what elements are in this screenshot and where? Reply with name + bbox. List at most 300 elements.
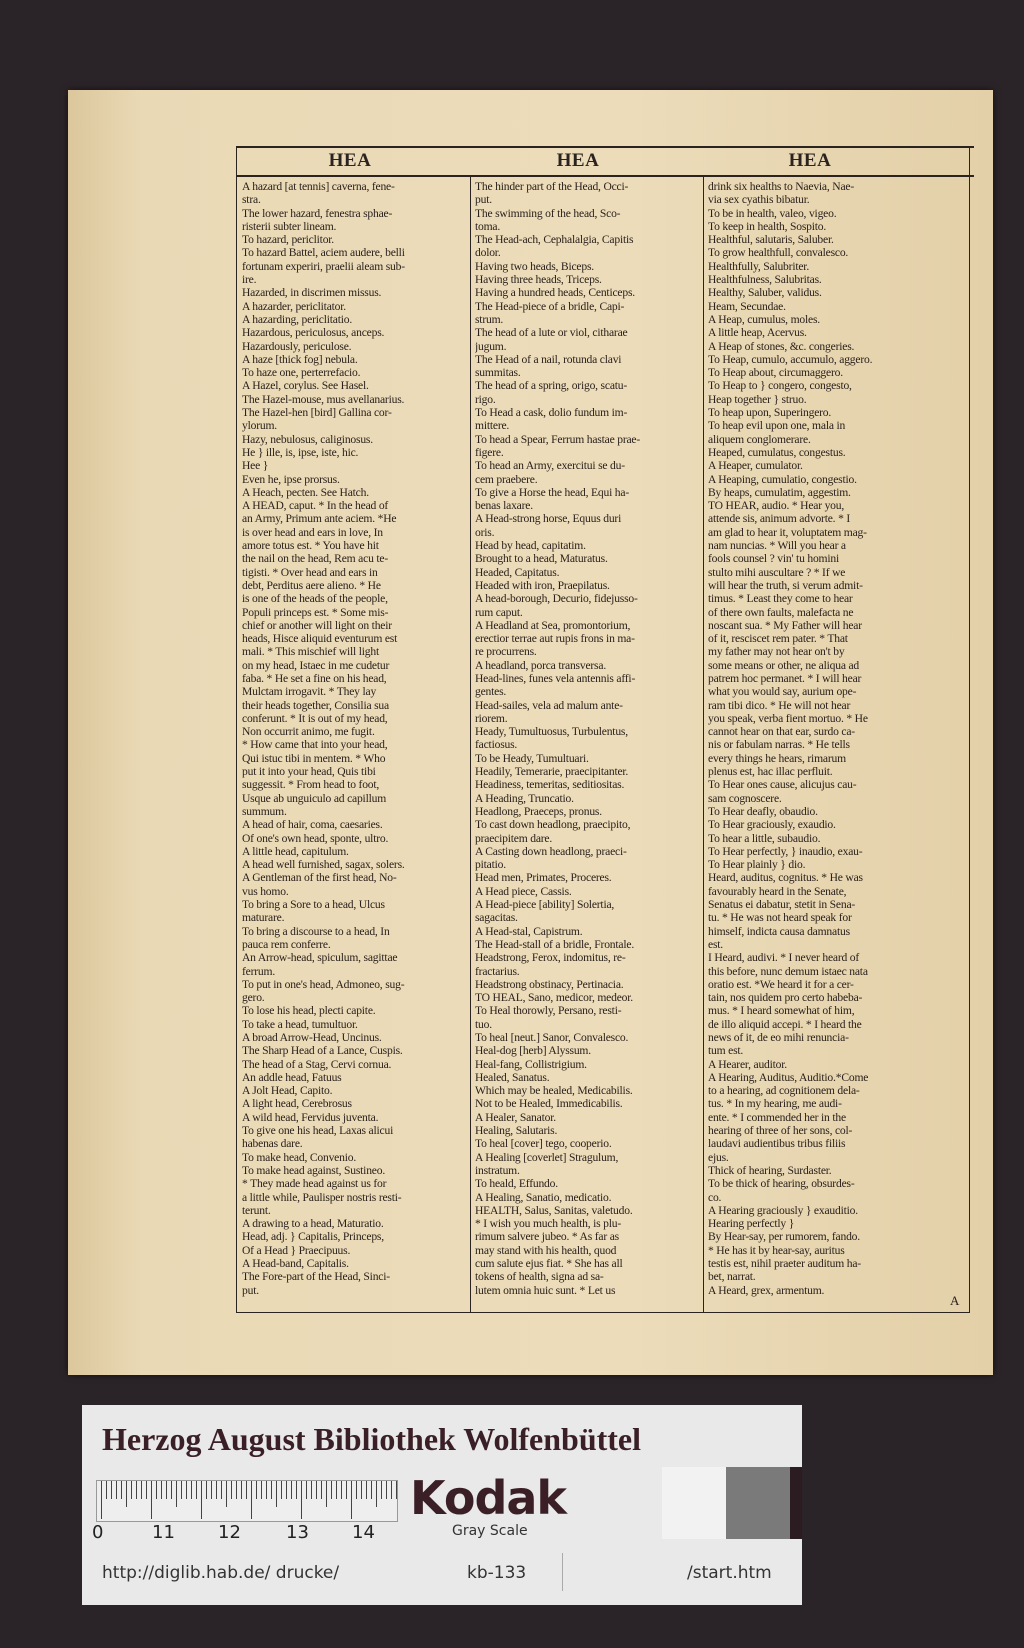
entry-line: benas laxare. — [475, 499, 533, 513]
entry-line: timus. * Least they come to hear — [708, 592, 853, 606]
entry-line: A hazarding, periclitatio. — [242, 312, 353, 326]
ruler-tick — [341, 1481, 342, 1499]
ruler-tick — [391, 1481, 392, 1499]
ruler-number: 12 — [218, 1522, 241, 1543]
entry-line: A HEAD, caput. * In the head of — [242, 499, 389, 513]
entry-line: A hazard [at tennis] caverna, fene- — [242, 180, 395, 193]
entry-line: put. — [475, 193, 492, 207]
entry-line: By Hear-say, per rumorem, fando. — [708, 1230, 860, 1244]
dictionary-column-1 — [242, 180, 468, 1297]
library-color-card — [82, 1405, 802, 1605]
ruler-tick — [361, 1481, 362, 1499]
entry-line: A Heap, cumulus, moles. — [708, 312, 820, 326]
entry-line: Hee } — [242, 459, 269, 473]
ruler-tick — [351, 1481, 352, 1519]
entry-line: summum. — [242, 804, 287, 818]
entry-line: drink six healths to Naevia, Nae- — [708, 180, 855, 193]
ruler-tick — [131, 1481, 132, 1499]
entry-line: riorem. — [475, 711, 508, 725]
entry-line: a little while, Paulisper nostris resti- — [242, 1190, 402, 1204]
entry-line: To Hear plainly } dio. — [708, 858, 806, 872]
entry-line: tus. * In my hearing, me audi- — [708, 1097, 842, 1111]
entry-line: sagacitas. — [475, 911, 518, 925]
entry-line: amore totus est. * You have hit — [242, 539, 379, 553]
entry-line: A Head-stal, Capistrum. — [475, 924, 583, 938]
entry-line: To Hear deafly, obaudio. — [708, 804, 818, 818]
entry-line: The swimming of the head, Sco- — [475, 206, 621, 220]
entry-line: Healthfulness, Salubritas. — [708, 273, 822, 287]
entry-line: A little head, capitulum. — [242, 844, 349, 858]
entry-line: The Head-stall of a bridle, Frontale. — [475, 937, 635, 951]
entry-line: ylorum. — [242, 419, 277, 433]
entry-line: A Heach, pecten. See Hatch. — [242, 485, 369, 499]
entry-line: Of one's own head, sponte, ultro. — [242, 831, 389, 845]
ruler — [96, 1480, 398, 1522]
entry-line: is one of the heads of the people, — [242, 592, 388, 606]
entry-line: ram tibi dico. * He will not hear — [708, 698, 851, 712]
entry-line: Head-sailes, vela ad malum ante- — [475, 698, 623, 712]
ruler-tick — [366, 1481, 367, 1499]
entry-line: what you would say, aurium ope- — [708, 685, 857, 699]
entry-line: To hazard Battel, aciem audere, belli — [242, 246, 405, 260]
entry-line: Heap together } struo. — [708, 392, 807, 406]
entry-line: A Hearing, Auditus, Auditio.*Come — [708, 1070, 869, 1084]
ruler-tick — [371, 1481, 372, 1499]
entry-line: A Heading, Truncatio. — [475, 791, 574, 805]
entry-line: dolor. — [475, 246, 501, 260]
entry-line: * How came that into your head, — [242, 738, 388, 752]
ruler-tick — [136, 1481, 137, 1499]
entry-line: To Head a cask, dolio fundum im- — [475, 406, 628, 420]
entry-line: To be thick of hearing, obsurdes- — [708, 1177, 855, 1191]
ruler-tick — [126, 1481, 127, 1507]
entry-line: stulto mihi auscultare ? * If we — [708, 565, 846, 579]
entry-line: Mulctam irrogavit. * They lay — [242, 685, 377, 699]
entry-line: put. — [242, 1283, 259, 1297]
ruler-tick — [176, 1481, 177, 1507]
entry-line: Of a Head } Praecipuus. — [242, 1243, 351, 1257]
entry-line: A broad Arrow-Head, Uncinus. — [242, 1031, 382, 1044]
entry-line: A Heard, grex, armentum. — [708, 1283, 825, 1297]
entry-line: The Hazel-mouse, mus avellanarius. — [242, 392, 405, 406]
entry-line: gero. — [242, 991, 265, 1005]
ruler-tick — [236, 1481, 237, 1499]
entry-line: Hazardously, periculose. — [242, 339, 352, 353]
ruler-tick — [191, 1481, 192, 1499]
entry-line: To bring a Sore to a head, Ulcus — [242, 898, 385, 912]
entry-line: A little heap, Acervus. — [708, 326, 807, 340]
entry-line: this before, nunc demum istaec nata — [708, 964, 868, 978]
entry-line: To bring a discourse to a head, In — [242, 924, 390, 938]
entry-line: TO HEAR, audio. * Hear you, — [708, 499, 845, 513]
entry-line: Heal-fang, Collistrigium. — [475, 1057, 587, 1071]
ruler-tick — [226, 1481, 227, 1507]
dictionary-column-2 — [475, 180, 701, 1297]
ruler-tick — [181, 1481, 182, 1499]
ruler-tick — [251, 1481, 252, 1519]
entry-line: To Hear perfectly, } inaudio, exau- — [708, 844, 863, 858]
entry-line: * He has it by hear-say, auritus — [708, 1243, 845, 1257]
entry-line: via sex cyathis bibatur. — [708, 193, 810, 207]
running-header-right: HEA — [788, 150, 832, 171]
entry-line: A head-borough, Decurio, fidejusso- — [475, 592, 638, 606]
ruler-number: 14 — [352, 1522, 375, 1543]
entry-line: Thick of hearing, Surdaster. — [708, 1163, 832, 1177]
entry-line: To lose his head, plecti capite. — [242, 1004, 376, 1018]
ruler-tick — [301, 1481, 302, 1519]
entry-line: A Heaper, cumulator. — [708, 459, 803, 473]
entry-line: A Healing [coverlet] Stragulum, — [475, 1150, 619, 1164]
entry-line: Head, adj. } Capitalis, Princeps, — [242, 1230, 384, 1244]
entry-line: laudavi audientibus tribus filiis — [708, 1137, 846, 1151]
ruler-tick — [116, 1481, 117, 1499]
entry-line: put it into your head, Quis tibi — [242, 765, 376, 779]
ruler-tick — [271, 1481, 272, 1499]
kodak-logo: Kodak — [410, 1471, 566, 1525]
entry-line: The Sharp Head of a Lance, Cuspis. — [242, 1044, 403, 1058]
entry-line: Hazy, nebulosus, caliginosus. — [242, 432, 373, 446]
entry-line: est. — [708, 937, 723, 951]
entry-line: To make head, Convenio. — [242, 1150, 357, 1164]
entry-line: To hazard, periclitor. — [242, 233, 335, 247]
entry-line: Head by head, capitatim. — [475, 539, 586, 553]
entry-line: A drawing to a head, Maturatio. — [242, 1217, 384, 1231]
entry-line: summitas. — [475, 366, 521, 380]
entry-line: conferunt. * It is out of my head, — [242, 711, 388, 725]
entry-line: A Healing, Sanatio, medicatio. — [475, 1190, 612, 1204]
ruler-tick — [266, 1481, 267, 1499]
entry-line: cum salute ejus fiat. * She has all — [475, 1257, 623, 1271]
entry-line: of there own faults, malefacta ne — [708, 605, 854, 619]
entry-line: Headlong, Praeceps, pronus. — [475, 804, 602, 818]
entry-line: A headland, porca transversa. — [475, 658, 607, 672]
entry-line: Heal-dog [herb] Alyssum. — [475, 1044, 591, 1058]
entry-line: A wild head, Fervidus juventa. — [242, 1110, 379, 1124]
entry-line: Brought to a head, Maturatus. — [475, 552, 608, 566]
entry-line: By heaps, cumulatim, aggestim. — [708, 485, 851, 499]
entry-line: Heard, auditus, cognitus. * He was — [708, 871, 863, 885]
entry-line: heads, Hisce aliquid eventurum est — [242, 632, 398, 646]
entry-line: An Arrow-head, spiculum, sagittae — [242, 951, 398, 965]
entry-line: factiosus. — [475, 738, 518, 752]
entry-line: To hear a little, subaudio. — [708, 831, 821, 845]
ruler-tick — [121, 1481, 122, 1499]
entry-line: To grow healthfull, convalesco. — [708, 246, 849, 260]
entry-line: Healed, Sanatus. — [475, 1070, 550, 1084]
entry-line: A Healer, Sanator. — [475, 1110, 556, 1124]
entry-line: their heads together, Consilia sua — [242, 698, 389, 712]
entry-line: The Head-ach, Cephalalgia, Capitis — [475, 233, 634, 247]
running-header-left: HEA — [328, 150, 372, 171]
entry-line: tu. * He was not heard speak for — [708, 911, 852, 925]
entry-line: A Hazel, corylus. See Hasel. — [242, 379, 369, 393]
entry-line: jugum. — [475, 339, 507, 353]
entry-line: A haze [thick fog] nebula. — [242, 352, 358, 366]
entry-line: rigo. — [475, 392, 496, 406]
entry-line: the nail on the head, Rem acu te- — [242, 552, 388, 566]
entry-line: fools counsel ? vin' tu homini — [708, 552, 840, 566]
entry-line: some means or other, ne aliqua ad — [708, 658, 860, 672]
entry-line: The Head-piece of a bridle, Capi- — [475, 299, 625, 313]
ruler-tick — [316, 1481, 317, 1499]
ruler-tick — [106, 1481, 107, 1499]
ruler-tick — [196, 1481, 197, 1499]
entry-line: an Army, Primum ante aciem. *He — [242, 512, 397, 526]
entry-line: Hazardous, periculosus, anceps. — [242, 326, 385, 340]
entry-line: To take a head, tumultuor. — [242, 1017, 358, 1031]
entry-line: Populi princeps est. * Some mis- — [242, 605, 389, 619]
ruler-tick — [186, 1481, 187, 1499]
gray-swatch-white — [662, 1467, 726, 1539]
entry-line: pitatio. — [475, 858, 506, 872]
ruler-tick — [221, 1481, 222, 1499]
ruler-tick — [111, 1481, 112, 1499]
entry-line: To heal [cover] tego, cooperio. — [475, 1137, 612, 1151]
ruler-tick — [346, 1481, 347, 1499]
ruler-tick — [276, 1481, 277, 1507]
entry-line: Qui istuc tibi in mentem. * Who — [242, 751, 386, 765]
ruler-number: 13 — [286, 1522, 309, 1543]
entry-line: A Head-piece [ability] Solertia, — [475, 898, 615, 912]
ruler-tick — [206, 1481, 207, 1499]
entry-line: Not to be Healed, Immedicabilis. — [475, 1097, 623, 1111]
entry-line: Headstrong, Ferox, indomitus, re- — [475, 951, 626, 965]
ruler-tick — [326, 1481, 327, 1507]
catchword: A — [950, 1293, 960, 1308]
ruler-tick — [281, 1481, 282, 1499]
ruler-tick — [386, 1481, 387, 1499]
entry-line: Having two heads, Biceps. — [475, 259, 594, 273]
ruler-number: 11 — [152, 1522, 175, 1543]
entry-line: sam cognoscere. — [708, 791, 782, 805]
entry-line: HEALTH, Salus, Sanitas, valetudo. — [475, 1203, 633, 1217]
entry-line: Heam, Secundae. — [708, 299, 786, 313]
entry-line: hearing of three of her sons, col- — [708, 1124, 853, 1138]
entry-line: The hinder part of the Head, Occi- — [475, 180, 629, 193]
entry-line: re procurrens. — [475, 645, 537, 659]
ruler-tick — [376, 1481, 377, 1507]
entry-line: A Head-strong horse, Equus duri — [475, 512, 622, 526]
entry-line: will hear the truth, si verum admit- — [708, 578, 863, 592]
entry-line: praecipitem dare. — [475, 831, 553, 845]
entry-line: Hazarded, in discrimen missus. — [242, 286, 382, 300]
entry-line: de illo aliquid accepi. * I heard the — [708, 1017, 862, 1031]
ruler-tick — [356, 1481, 357, 1499]
entry-line: nam nuncias. * Will you hear a — [708, 539, 846, 553]
entry-line: To keep in health, Sospito. — [708, 219, 827, 233]
entry-line: A Headland at Sea, promontorium, — [475, 618, 631, 632]
entry-line: The Hazel-hen [bird] Gallina cor- — [242, 406, 392, 420]
entry-line: ente. * I commended her in the — [708, 1110, 846, 1124]
entry-line: A Head-band, Capitalis. — [242, 1257, 349, 1271]
library-title: Herzog August Bibliothek Wolfenbüttel — [102, 1421, 642, 1457]
entry-line: Healthy, Saluber, validus. — [708, 286, 822, 300]
entry-line: aliquem conglomerare. — [708, 432, 811, 446]
ruler-tick — [261, 1481, 262, 1499]
entry-line: chief or another will light on their — [242, 618, 392, 632]
entry-line: my father may not hear on't by — [708, 645, 845, 659]
gray-swatch-black — [790, 1467, 802, 1539]
entry-line: To heald, Effundo. — [475, 1177, 558, 1191]
entry-line: Healing, Salutaris. — [475, 1124, 558, 1138]
entry-line: rum caput. — [475, 605, 523, 619]
entry-line: The Head of a nail, rotunda clavi — [475, 352, 622, 366]
ruler-tick — [381, 1481, 382, 1499]
entry-line: An addle head, Fatuus — [242, 1070, 342, 1084]
entry-line: bet, narrat. — [708, 1270, 756, 1284]
entry-line: A Jolt Head, Capito. — [242, 1084, 333, 1098]
ruler-tick — [396, 1481, 397, 1499]
entry-line: favourably heard in the Senate, — [708, 884, 847, 898]
entry-line: plenus est, hac illac perfluit. — [708, 765, 833, 779]
entry-line: A Head piece, Cassis. — [475, 884, 572, 898]
entry-line: fractarius. — [475, 964, 520, 978]
ruler-tick — [156, 1481, 157, 1499]
entry-line: oris. — [475, 525, 495, 539]
entry-line: To heap evil upon one, mala in — [708, 419, 846, 433]
entry-line: every things he hears, rimarum — [708, 751, 846, 765]
ruler-tick — [141, 1481, 142, 1499]
entry-line: To haze one, perterrefacio. — [242, 366, 361, 380]
entry-line: mus. * I heard somewhat of him, — [708, 1004, 855, 1018]
entry-line: pauca rem conferre. — [242, 937, 331, 951]
ruler-tick — [231, 1481, 232, 1499]
entry-line: A Casting down headlong, praeci- — [475, 844, 627, 858]
entry-line: Headiness, temeritas, seditiositas. — [475, 778, 625, 792]
entry-line: The head of a lute or viol, citharae — [475, 326, 628, 340]
entry-line: To be Heady, Tumultuari. — [475, 751, 589, 765]
entry-line: you speak, verba fient mortuo. * He — [708, 711, 868, 725]
entry-line: To Heap, cumulo, accumulo, aggero. — [708, 352, 873, 366]
ruler-tick — [336, 1481, 337, 1499]
entry-line: Headily, Temerarie, praecipitanter. — [475, 765, 629, 779]
ruler-number: 0 — [92, 1522, 104, 1543]
entry-line: may stand with his health, quod — [475, 1243, 617, 1257]
entry-line: maturare. — [242, 911, 285, 925]
entry-line: Head-lines, funes vela antennis affi- — [475, 671, 636, 685]
running-header-center: HEA — [556, 150, 600, 171]
ruler-tick — [321, 1481, 322, 1499]
ruler-tick — [256, 1481, 257, 1499]
entry-line: faba. * He set a fine on his head, — [242, 671, 387, 685]
entry-line: To head an Army, exercitui se du- — [475, 459, 625, 473]
entry-line: ire. — [242, 273, 257, 287]
ruler-tick — [306, 1481, 307, 1499]
entry-line: fortunam experiri, praelii aleam sub- — [242, 259, 405, 273]
entry-line: on my head, Istaec in me cudetur — [242, 658, 390, 672]
entry-line: oratio est. *We heard it for a cer- — [708, 977, 854, 991]
entry-line: Head men, Primates, Proceres. — [475, 871, 612, 885]
column-divider — [703, 177, 704, 1312]
ruler-tick — [246, 1481, 247, 1499]
ruler-tick — [101, 1481, 102, 1519]
entry-line: mittere. — [475, 419, 510, 433]
ruler-tick — [211, 1481, 212, 1499]
entry-line: Headed, Capitatus. — [475, 565, 560, 579]
entry-line: He } ille, is, ipse, iste, hic. — [242, 445, 359, 459]
entry-line: debt, Perditus aere alieno. * He — [242, 578, 381, 592]
entry-line: news of it, de eo mihi renuncia- — [708, 1031, 849, 1044]
entry-line: toma. — [475, 219, 501, 233]
ruler-tick — [286, 1481, 287, 1499]
entry-line: The Fore-part of the Head, Sinci- — [242, 1270, 390, 1284]
entry-line: A hazarder, periclitator. — [242, 299, 346, 313]
entry-line: testis est, nihil praeter auditum ha- — [708, 1257, 861, 1271]
entry-line: To Hear ones cause, alicujus cau- — [708, 778, 857, 792]
entry-line: risterii subter lineam. — [242, 219, 337, 233]
entry-line: A Heap of stones, &c. congeries. — [708, 339, 855, 353]
entry-line: To heap upon, Superingero. — [708, 406, 832, 420]
entry-line: Having a hundred heads, Centiceps. — [475, 286, 635, 300]
entry-line: To put in one's head, Admoneo, sug- — [242, 977, 405, 991]
entry-line: cannot hear on that ear, surdo ca- — [708, 725, 855, 739]
entry-line: ejus. — [708, 1150, 729, 1164]
entry-line: habenas dare. — [242, 1137, 303, 1151]
entry-line: vus homo. — [242, 884, 289, 898]
entry-line: tain, nos quidem pro certo habeba- — [708, 991, 863, 1005]
entry-line: A head of hair, coma, caesaries. — [242, 818, 383, 832]
entry-line: The lower hazard, fenestra sphae- — [242, 206, 393, 220]
entry-line: rimum salvere jubeo. * As far as — [475, 1230, 619, 1244]
entry-line: gentes. — [475, 685, 507, 699]
entry-line: noscant sua. * My Father will hear — [708, 618, 862, 632]
ruler-tick — [161, 1481, 162, 1499]
entry-line: Heady, Tumultuosus, Turbulentus, — [475, 725, 628, 739]
entry-line: patrem hoc permanet. * I will hear — [708, 671, 862, 685]
entry-line: strum. — [475, 312, 504, 326]
entry-line: To be in health, valeo, vigeo. — [708, 206, 837, 220]
ruler-tick — [331, 1481, 332, 1499]
entry-line: terunt. — [242, 1203, 271, 1217]
entry-line: stra. — [242, 193, 261, 207]
entry-line: Usque ab unguiculo ad capillum — [242, 791, 387, 805]
entry-line: A Hearer, auditor. — [708, 1057, 787, 1071]
entry-line: erectior terrae aut rupis frons in ma- — [475, 632, 635, 646]
entry-line: A head well furnished, sagax, solers. — [242, 858, 405, 872]
entry-line: To Heap about, circumaggero. — [708, 366, 843, 380]
entry-line: is over head and ears in love, In — [242, 525, 383, 539]
gray-scale-label: Gray Scale — [452, 1523, 528, 1539]
ruler-tick — [291, 1481, 292, 1499]
ruler-tick — [241, 1481, 242, 1499]
entry-line: Healthful, salutaris, Saluber. — [708, 233, 834, 247]
entry-line: lutem omnia huic sunt. * Let us — [475, 1283, 616, 1297]
entry-line: A Gentleman of the first head, No- — [242, 871, 397, 885]
dictionary-column-3 — [708, 180, 966, 1297]
ruler-tick — [151, 1481, 152, 1519]
entry-line: am glad to hear it, voluptatem mag- — [708, 525, 867, 539]
entry-line: To cast down headlong, praecipito, — [475, 818, 631, 832]
ruler-tick — [296, 1481, 297, 1499]
entry-line: tum est. — [708, 1044, 744, 1058]
url-suffix: /start.htm — [687, 1563, 772, 1583]
entry-line: tuo. — [475, 1017, 492, 1031]
entry-line: Heaped, cumulatus, congestus. — [708, 445, 846, 459]
entry-line: ferrum. — [242, 964, 276, 978]
entry-line: A Hearing graciously } exauditio. — [708, 1203, 858, 1217]
entry-line: suggessit. * From head to foot, — [242, 778, 380, 792]
entry-line: * I wish you much health, is plu- — [475, 1217, 622, 1231]
entry-line: nis or fabulam narras. * He tells — [708, 738, 850, 752]
ruler-tick — [166, 1481, 167, 1499]
ruler-tick — [171, 1481, 172, 1499]
entry-line: Senatus ei dabatur, stetit in Sena- — [708, 898, 856, 912]
entry-line: himself, indicta causa damnatus — [708, 924, 850, 938]
entry-line: A light head, Cerebrosus — [242, 1097, 352, 1111]
entry-line: Having three heads, Triceps. — [475, 273, 602, 287]
entry-line: To head a Spear, Ferrum hastae prae- — [475, 432, 641, 446]
entry-line: Which may be healed, Medicabilis. — [475, 1084, 633, 1098]
